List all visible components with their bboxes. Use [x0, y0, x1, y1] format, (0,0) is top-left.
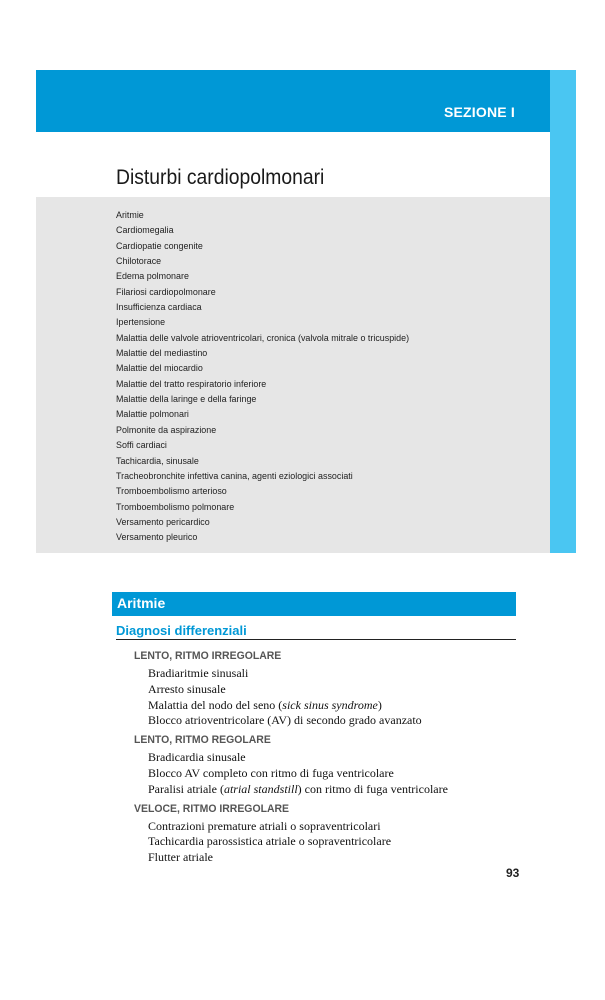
contents-item: Malattie della laringe e della faringe [116, 394, 257, 406]
item-text: Tachicardia parossistica atriale o sopraventricolare [148, 834, 392, 849]
group-items [148, 819, 534, 866]
differential-groups [134, 648, 534, 869]
contents-item: Tromboembolismo polmonare [116, 501, 235, 513]
subheading-text: Diagnosi differenziali [116, 623, 247, 638]
contents-item: Tracheobronchite infettiva canina, agenti eziologici associati [116, 470, 353, 482]
item-text: Paralisi atriale ( [148, 781, 224, 796]
item-text: Blocco AV completo con ritmo di fuga ventricolare [148, 765, 394, 780]
contents-item: Cardiopatie congenite [116, 240, 203, 252]
list-item [148, 834, 534, 850]
contents-item: Versamento pleurico [116, 532, 198, 544]
contents-item: Cardiomegalia [116, 225, 174, 237]
list-item [148, 819, 534, 835]
contents-item: Aritmie [116, 210, 144, 221]
item-text: Arresto sinusale [148, 681, 226, 696]
group-items [148, 750, 534, 797]
group-items [148, 666, 534, 729]
list-item [148, 766, 534, 782]
contents-item: Edema polmonare [116, 271, 189, 283]
topic-title-bar [112, 592, 516, 616]
contents-item: Malattie del miocardio [116, 363, 203, 375]
contents-item: Soffi cardiaci [116, 440, 167, 452]
chapter-contents-list [116, 208, 431, 546]
section-side-tab [550, 70, 576, 553]
list-item [148, 666, 534, 682]
list-item [148, 682, 534, 698]
chapter-title: Disturbi cardiopolmonari [116, 166, 325, 189]
item-text: Bradicardia sinusale [148, 750, 246, 765]
list-item [148, 713, 534, 729]
contents-item: Versamento pericardico [116, 516, 210, 528]
page-number: 93 [506, 866, 520, 880]
contents-item: Insufficienza cardiaca [116, 302, 202, 314]
contents-item: Tromboembolismo arterioso [116, 486, 227, 498]
list-item [148, 782, 534, 798]
contents-item: Malattie polmonari [116, 409, 189, 421]
contents-item: Ipertensione [116, 317, 166, 329]
group-title: VELOCE, RITMO IRREGOLARE [134, 802, 290, 815]
item-text: Bradiaritmie sinusali [148, 666, 249, 680]
item-text: Blocco atrioventricolare (AV) di secondo grado avanzato [148, 713, 422, 728]
italic-term: atrial standstill [223, 781, 298, 796]
contents-item: Malattia delle valvole atrioventricolari, cronica (valvola mitrale o tricuspide) [116, 332, 410, 344]
topic-title: Aritmie [117, 595, 166, 611]
contents-item: Malattie del tratto respiratorio inferiore [116, 378, 267, 390]
item-text: ) [377, 697, 382, 712]
group-title: LENTO, RITMO IRREGOLARE [134, 650, 282, 662]
item-text: ) con ritmo di fuga ventricolare [297, 781, 448, 796]
item-text: Flutter atriale [148, 850, 213, 865]
contents-item: Tachicardia, sinusale [116, 455, 199, 467]
contents-item: Polmonite da aspirazione [116, 424, 217, 436]
section-header-band [36, 70, 550, 132]
subheading [116, 622, 516, 640]
list-item [148, 750, 534, 766]
list-item [148, 698, 534, 714]
group-title: LENTO, RITMO REGOLARE [134, 734, 271, 747]
item-text: Contrazioni premature atriali o sopraventricolari [148, 818, 381, 833]
contents-item: Malattie del mediastino [116, 348, 208, 360]
section-label: SEZIONE I [443, 104, 515, 120]
italic-term: sick sinus syndrome [282, 697, 378, 712]
contents-item: Filariosi cardiopolmonare [116, 286, 216, 298]
contents-item: Chilotorace [116, 256, 162, 268]
item-text: Malattia del nodo del seno ( [148, 697, 283, 712]
list-item [148, 850, 534, 866]
